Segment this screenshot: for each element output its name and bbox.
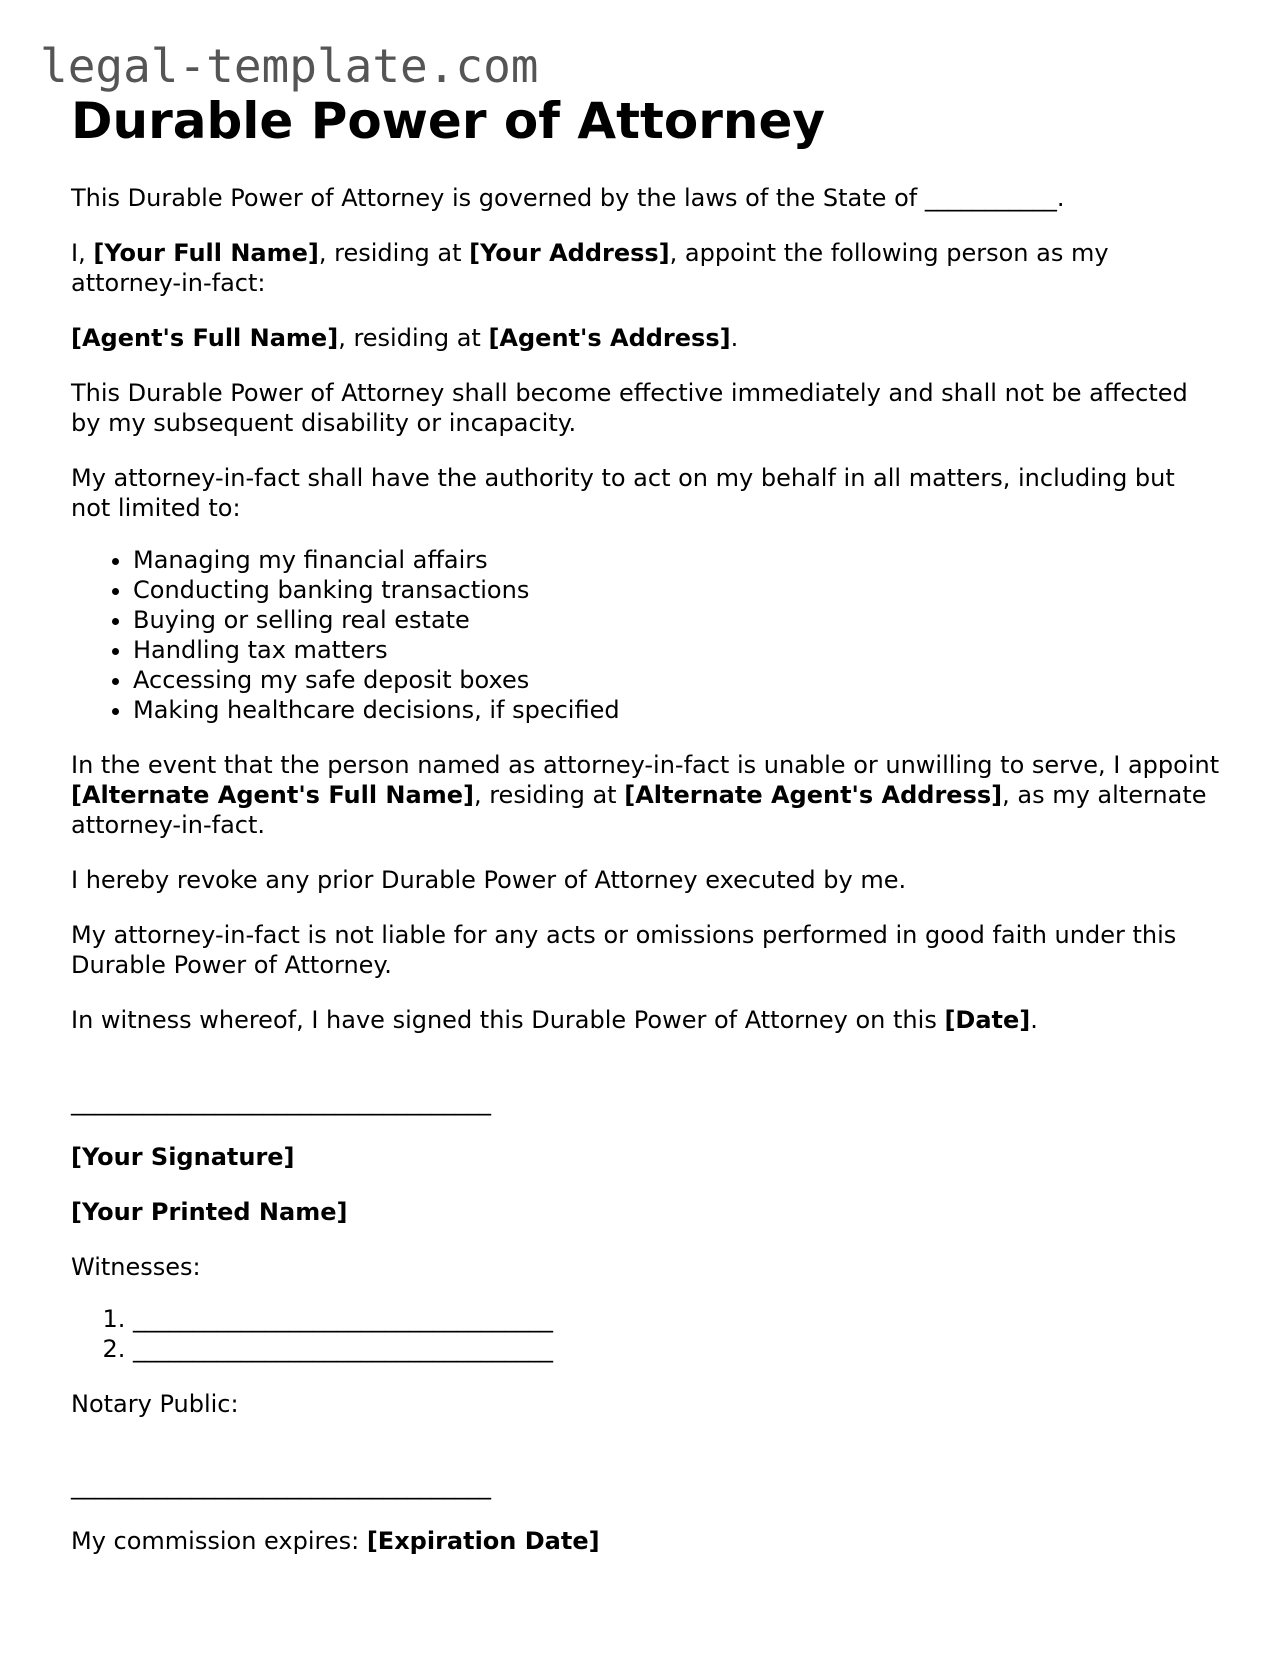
alternate-agent-paragraph: In the event that the person named as attorney-in-fact is unable or unwilling to serve, I appoint [Alternate Agent's Full Name], residing at [Alternate Agent's Address], as my alternate attorney-in-fact. (71, 751, 1220, 839)
list-item: • Conducting banking transactions (133, 575, 1221, 605)
alternate-name-placeholder: [Alternate Agent's Full Name] (71, 781, 474, 809)
commission-paragraph: My commission expires: [Expiration Date] (71, 1527, 600, 1555)
witness-lines-list (71, 1304, 1221, 1364)
revocation-paragraph: I hereby revoke any prior Durable Power of Attorney executed by me. (71, 866, 907, 894)
document-body (71, 88, 1221, 1581)
notary-signature-line: ___________________________________ (71, 1472, 491, 1500)
signature-label: [Your Signature] (71, 1143, 295, 1171)
list-item: • Accessing my safe deposit boxes (133, 665, 1221, 695)
signature-line: ___________________________________ (71, 1088, 491, 1116)
expiration-date-placeholder: [Expiration Date] (366, 1527, 600, 1555)
notary-label: Notary Public: (71, 1390, 239, 1418)
agent-name-placeholder: [Agent's Full Name] (71, 324, 339, 352)
spacer (71, 1060, 1221, 1087)
appointment-paragraph: I, [Your Full Name], residing at [Your Address], appoint the following person as my attorney-in-fact: (71, 239, 1109, 297)
witnesses-label: Witnesses: (71, 1253, 201, 1281)
liability-paragraph: My attorney-in-fact is not liable for any acts or omissions performed in good faith under this Durable Power of Attorney. (71, 921, 1177, 979)
agent-paragraph: [Agent's Full Name], residing at [Agent's Address]. (71, 324, 739, 352)
list-item: • Making healthcare decisions, if specified (133, 695, 1221, 725)
witness-line: 1. ___________________________________ (133, 1304, 1221, 1334)
principal-address-placeholder: [Your Address] (469, 239, 670, 267)
site-watermark: legal-template.com (40, 39, 539, 93)
authority-intro-paragraph: My attorney-in-fact shall have the authority to act on my behalf in all matters, including but not limited to: (71, 464, 1175, 522)
spacer (71, 1444, 1221, 1471)
witness-line: 2. ___________________________________ (133, 1334, 1221, 1364)
powers-list (71, 545, 1221, 725)
printed-name-label: [Your Printed Name] (71, 1198, 348, 1226)
page-title: Durable Power of Attorney (71, 92, 826, 150)
list-item: • Buying or selling real estate (133, 605, 1221, 635)
list-item: • Handling tax matters (133, 635, 1221, 665)
effective-paragraph: This Durable Power of Attorney shall become effective immediately and shall not be affected by my subsequent disability or incapacity. (71, 379, 1188, 437)
agent-address-placeholder: [Agent's Address] (488, 324, 731, 352)
witness-clause-paragraph: In witness whereof, I have signed this Durable Power of Attorney on this [Date]. (71, 1006, 1038, 1034)
governing-law-paragraph: This Durable Power of Attorney is governed by the laws of the State of ___________. (71, 184, 1065, 212)
list-item: • Managing my financial affairs (133, 545, 1221, 575)
date-placeholder: [Date] (944, 1006, 1031, 1034)
principal-name-placeholder: [Your Full Name] (93, 239, 319, 267)
alternate-address-placeholder: [Alternate Agent's Address] (624, 781, 1003, 809)
